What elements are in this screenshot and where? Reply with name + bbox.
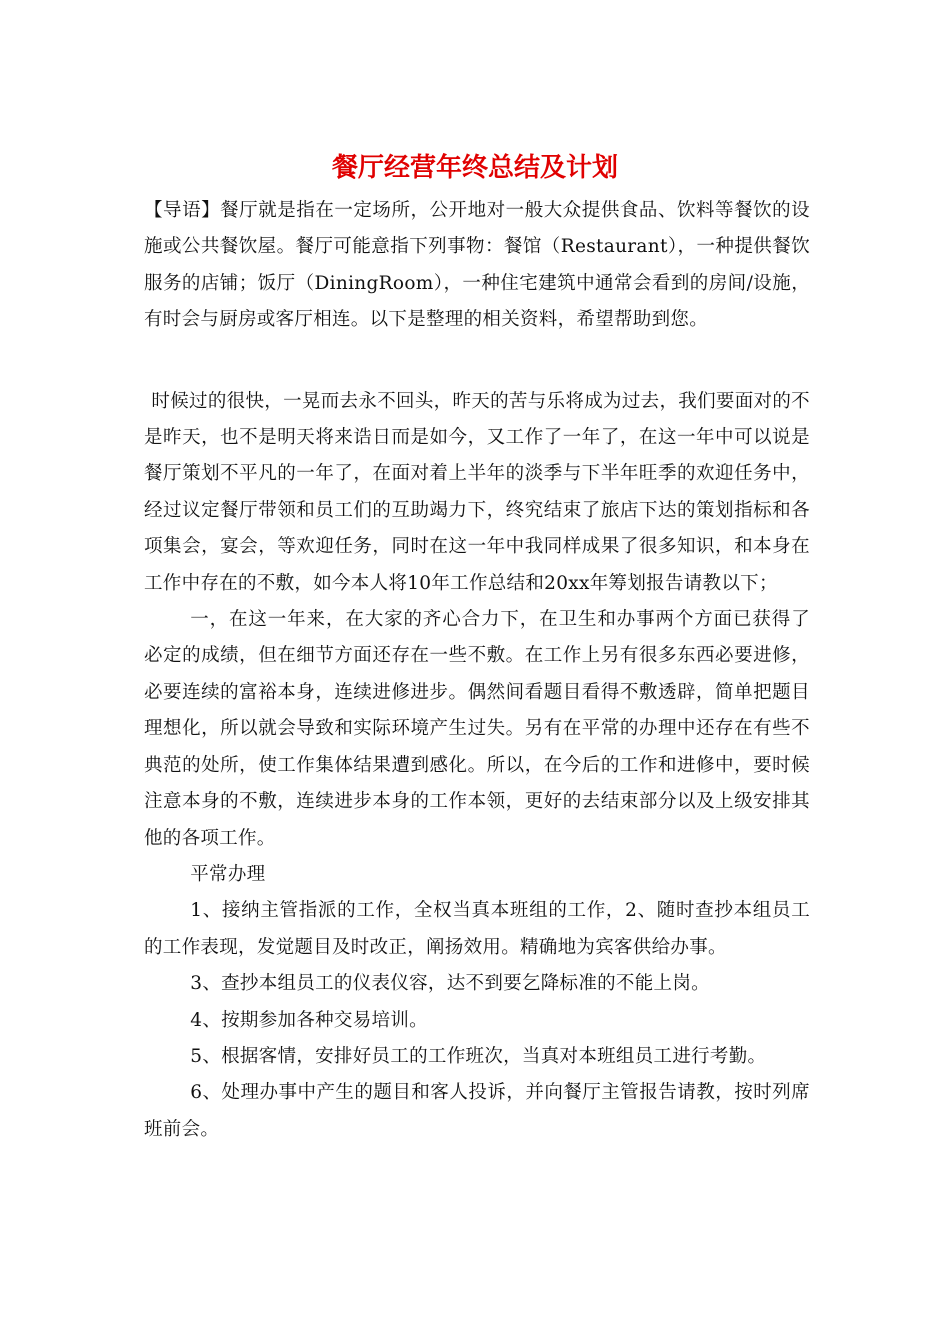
list-item: 1、接纳主管指派的工作，全权当真本班组的工作，2、随时查抄本组员工的工作表现，发觉题目及时改正，阐扬效用。精确地为宾客供给办事。 xyxy=(144,900,810,958)
section-heading: 平常办理 xyxy=(190,863,266,885)
body-paragraph: 时候过的很快，一晃而去永不回头，昨天的苦与乐将成为过去，我们要面对的不是昨天，也不是明天将来诰日而是如今，又工作了一年了，在这一年中可以说是餐厅策划不平凡的一年了，在面对着上半年的淡季与下半年旺季的欢迎任务中，经过议定餐厅带领和员工们的互助竭力下，终究结束了旅店下达的策划指标和各项集会，宴会，等欢迎任务，同时在这一年中我同样成果了很多知识，和本身在工作中存在的不敷，如今本人将10年工作总结和20xx年筹划报告请教以下； xyxy=(144,390,810,594)
body-paragraph: 一，在这一年来，在大家的齐心合力下，在卫生和办事两个方面已获得了必定的成绩，但在细节方面还存在一些不敷。在工作上另有很多东西必要进修，必要连续的富裕本身，连续进修进步。偶然间看题目看得不敷透辟，简单把题目理想化，所以就会导致和实际环境产生过失。另有在平常的办理中还存在有些不典范的处所，使工作集体结果遭到感化。所以，在今后的工作和进修中，要时候注意本身的不敷，连续进步本身的工作本领，更好的去结束部分以及上级安排其他的各项工作。 xyxy=(144,609,810,849)
intro-paragraph: 【导语】餐厅就是指在一定场所，公开地对一般大众提供食品、饮料等餐饮的设施或公共餐饮屋。餐厅可能意指下列事物：餐馆（Restaurant），一种提供餐饮服务的店铺；饭厅（DiningRoom），一种住宅建筑中通常会看到的房间/设施，有时会与厨房或客厅相连。以下是整理的相关资料，希望帮助到您。 xyxy=(144,200,810,331)
document-body xyxy=(144,193,810,1148)
list-item: 4、按期参加各种交易培训。 xyxy=(190,1009,428,1031)
list-item: 3、查抄本组员工的仪表仪容，达不到要乞降标准的不能上岗。 xyxy=(190,973,710,995)
document-title: 餐厅经营年终总结及计划 xyxy=(331,153,618,183)
list-item: 6、处理办事中产生的题目和客人投诉，并向餐厅主管报告请教，按时列席班前会。 xyxy=(144,1082,810,1140)
paragraph-gap xyxy=(144,339,810,384)
list-item: 5、根据客情，安排好员工的工作班次，当真对本班组员工进行考勤。 xyxy=(190,1045,767,1067)
